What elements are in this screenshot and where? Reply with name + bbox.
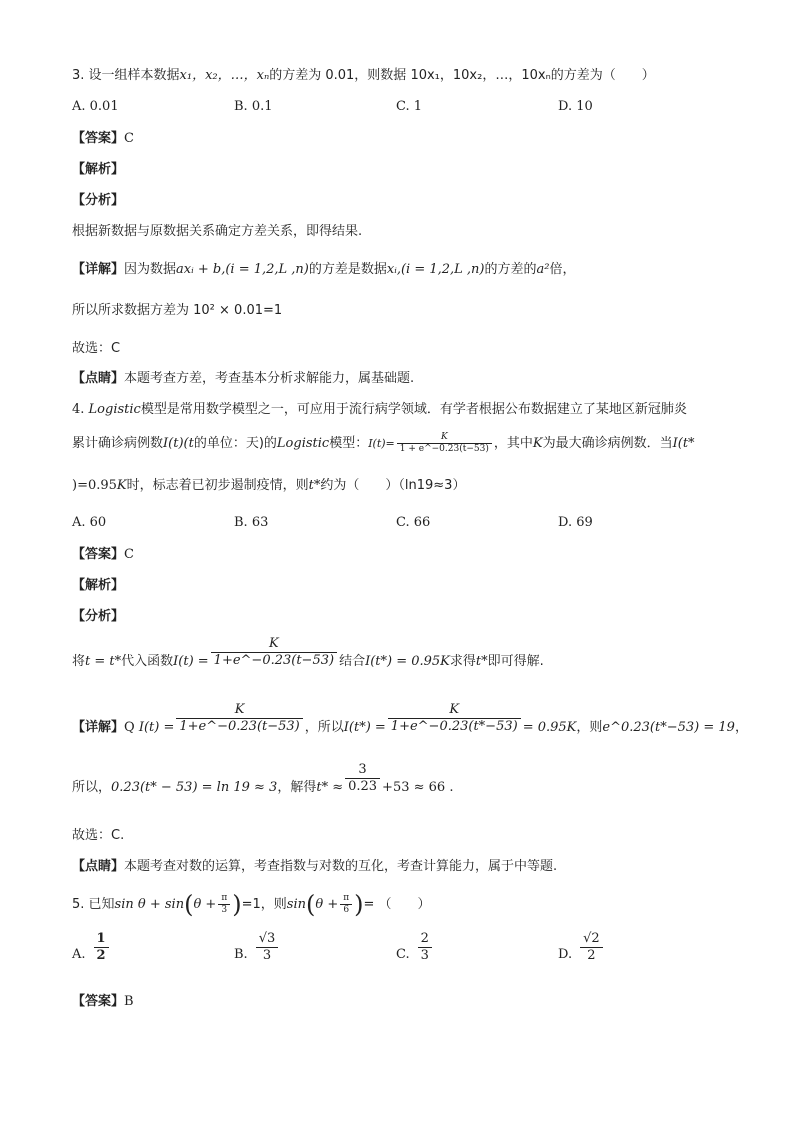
q5-pi-over-3: $\frac{\pi}{3}$: [218, 893, 230, 916]
q4-stem-line2: 累计确诊病例数I(t)(t的单位：天)的Logistic模型：I(t)= $\frac{K}{1 + e\^{}-0.23(t-53)}$ ，其中K为最大确诊病例数．当I(t*: [72, 432, 695, 454]
q4-solve-fraction: $\frac{3}{0.23}$: [345, 762, 380, 795]
q4-dianjing: 【点睛】本题考查对数的运算，考查指数与对数的互化，考查计算能力，属于中等题.: [72, 859, 558, 874]
q5-stem: 5. 已知sin θ + sin(θ + $\frac{\pi}{3}$ )=1，则sin(θ + $\frac{\pi}{6}$ )= （ ）: [72, 890, 431, 919]
q3-guxuan: 故选：C: [72, 341, 121, 356]
q4-fenxi-fraction: $\frac{K}{1+e\^{}-0.23(t-53)}$: [211, 636, 337, 669]
q4-stem-line1: 4. Logistic模型是常用数学模型之一，可应用于流行病学领域．有学者根据公布数据建立了某地区新冠肺炎: [72, 402, 687, 417]
q3-xiangjie: 【详解】因为数据axᵢ + b,(i = 1,2,L ,n)的方差是数据xᵢ,(i = 1,2,L ,n)的方差的a²倍，: [72, 262, 576, 277]
q5-option-b: B. $\frac{√3}{3}$: [234, 945, 280, 965]
q3-option-d: D. 10: [558, 99, 593, 114]
q5-answer: 【答案】B: [72, 994, 134, 1009]
q4-answer: 【答案】C: [72, 547, 134, 562]
q5-option-d: D. $\frac{√2}{2}$: [558, 945, 605, 965]
q4-option-b: B. 63: [234, 515, 269, 530]
q3-jiexi: 【解析】: [72, 162, 125, 177]
q4-jiexi: 【解析】: [72, 578, 125, 593]
q3-fenxi-tag: 【分析】: [72, 193, 125, 208]
q4-option-d: D. 69: [558, 515, 593, 530]
q4-xiangjie-fraction-2: $\frac{K}{1+e\^{}-0.23(t*-53)}$: [388, 702, 521, 735]
q3-result: 所以所求数据方差为 10² × 0.01=1: [72, 303, 283, 318]
q3-option-a: A. 0.01: [72, 99, 119, 114]
q4-guxuan: 故选：C.: [72, 828, 125, 843]
q5-option-c: C. $\frac{2}{3}$: [396, 945, 434, 965]
q3-dianjing: 【点睛】本题考查方差，考查基本分析求解能力，属基础题.: [72, 371, 415, 386]
q3-fenxi: 根据新数据与原数据关系确定方差关系，即得结果.: [72, 224, 363, 239]
q3-option-b: B. 0.1: [234, 99, 273, 114]
q3-answer: 【答案】C: [72, 131, 134, 146]
q4-stem-line3: )=0.95K时，标志着已初步遏制疫情，则t*约为（ ）（ln19≈3）: [72, 478, 466, 493]
q3-stem: 3. 设一组样本数据x₁，x₂，…，xₙ的方差为 0.01，则数据 10x₁，10x₂，…，10xₙ的方差为（ ）: [72, 68, 655, 83]
q4-solve: 所以，0.23(t* − 53) = ln 19 ≈ 3，解得t* ≈ $\frac{3}{0.23}$ +53 ≈ 66 .: [72, 762, 454, 795]
q4-option-a: A. 60: [72, 515, 107, 530]
q5-pi-over-6: $\frac{\pi}{6}$: [340, 893, 352, 916]
q4-xiangjie-fraction-1: $\frac{K}{1+e\^{}-0.23(t-53)}$: [176, 702, 302, 735]
q4-fenxi: 将t = t*代入函数I(t) = $\frac{K}{1+e\^{}-0.23(t-53)}$ 结合I(t*) = 0.95K求得t*即可得解.: [72, 636, 544, 669]
q4-logistic-fraction: $\frac{K}{1 + e\^{}-0.23(t-53)}$: [397, 432, 492, 455]
q4-option-c: C. 66: [396, 515, 431, 530]
q4-xiangjie: 【详解】Q I(t) = $\frac{K}{1+e\^{}-0.23(t-53)}$ ，所以I(t*) = $\frac{K}{1+e\^{}-0.23(t*-53)}$ = 0.95K，则e^0.23(t*−53) = 19，: [72, 702, 748, 735]
q5-option-a: A. $\frac{1}{2}$: [72, 945, 111, 965]
q3-option-c: C. 1: [396, 99, 423, 114]
q4-fenxi-tag: 【分析】: [72, 609, 125, 624]
